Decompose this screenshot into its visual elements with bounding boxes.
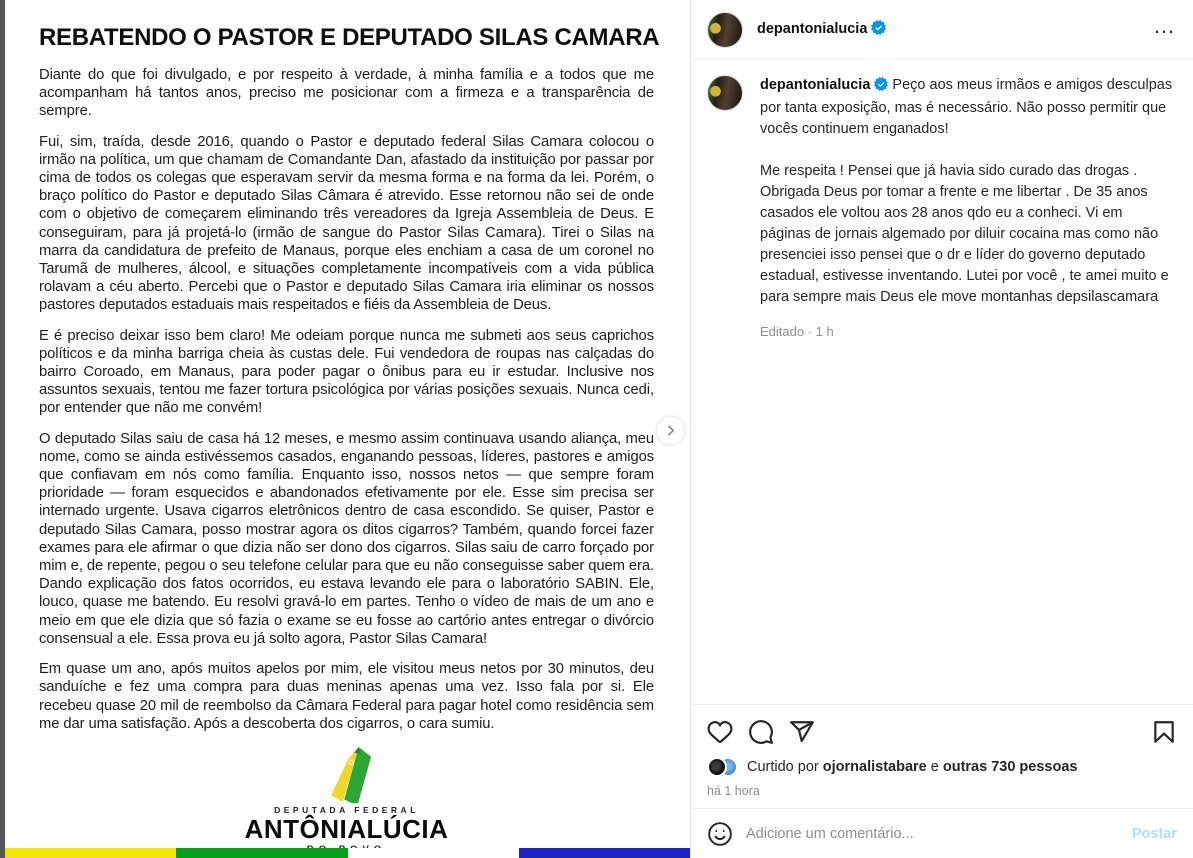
save-button[interactable]	[1151, 719, 1177, 745]
caption-avatar[interactable]	[707, 75, 743, 111]
liked-connector: e	[930, 759, 939, 775]
emoji-button[interactable]	[707, 821, 733, 847]
comment-icon	[748, 719, 774, 745]
chevron-right-icon	[664, 424, 677, 437]
flag-color-stripe	[5, 848, 690, 858]
antonialucia-logo	[39, 745, 654, 855]
action-bar	[707, 711, 1177, 751]
more-options-button[interactable]: …	[1153, 12, 1177, 38]
engagement-section	[691, 704, 1193, 808]
liked-username-link[interactable]: ojornalistabare	[822, 759, 927, 775]
smiley-icon	[707, 821, 733, 847]
share-icon	[789, 719, 815, 745]
caption-paragraph-2: Me respeita ! Pensei que já havia sido curado das drogas . Obrigada Deus por tomar a frente e me libertar . De 35 anos casados ele voltou aos 28 anos qdo eu a conheci. Vi em páginas de jornais algemado por diluir cocaina mas como não presenciei isso pensei que o dr e líder do governo deputado estadual, estivesse inventando. Lutei por você , te amei muito e para sempre mais Deus ele move montanhas depsilascamara	[760, 163, 1169, 305]
document-paragraph: O deputado Silas saiu de casa há 12 meses, e mesmo assim continuava usando aliança, meu nome, como se ainda estivéssemos casados, enganando pessoas, líderes, pastores e amigos que confiavam em nós como família. Enquanto isso, nossos netos — que sempre foram prioridade — foram esquecidos e abandonados efetivamente por ele. Esse sim precisa ser internado urgente. Usava cigarros eletrônicos dentro de casa escondido. Se quiser, Pastor e deputado Silas Camara, posso mostrar agora os ditos cigarros? Também, quando forcei fazer exames para ele afirmar o que dizia não ser dono dos cigarros. Silas saiu de carro forçado por mim e, de repente, pegou o seu telefone celular para que eu não conseguisse saber quem era. Dando explicação dos fatos ocorridos, eu estava levando ele para o laboratório SABIN. Ele, louco, quase me batendo. Eu resolvi gravá-lo em partes. Tenho o vídeo de mais de um ano e meio em que ele dizia que só fazia o exame se eu fosse ao cartório antes entregar o divórcio consensual a ele. Essa prova eu já solto agora, Pastor Silas Camara!	[39, 430, 654, 647]
document-paragraph: Diante do que foi divulgado, e por respeito à verdade, à minha família e a todos que me acompanham há tantos anos, preciso me posicionar com a firmeza e a transparência de sempre.	[39, 67, 654, 120]
liked-prefix: Curtido por	[747, 759, 819, 775]
comment-button[interactable]	[748, 719, 774, 745]
heart-icon	[707, 719, 733, 745]
stripe-yellow	[5, 848, 176, 858]
caption-body	[760, 75, 1177, 342]
document-paragraph: E é preciso deixar isso bem claro! Me odeiam porque nunca me submeti aos seus caprichos políticos e da minha barriga cheia às custas dele. Fui vendedora de roupas nas calçadas do bairro Coroado, em Manaus, para poder pagar o ônibus para eu ir estudar. Inclusive nos assuntos sexuais, tentou me fazer tortura psicológica por várias posições sexuais. Nunca cedi, por entender que não me convém!	[39, 327, 654, 417]
caption-username[interactable]: depantonialucia	[760, 77, 871, 93]
header-username-wrap	[757, 20, 886, 40]
comments-area	[691, 60, 1193, 704]
liker-avatar-1[interactable]	[707, 757, 727, 777]
caption-text	[760, 75, 1177, 140]
post-comment-button[interactable]: Postar	[1131, 825, 1177, 842]
stripe-green	[176, 848, 347, 858]
document-paragraph: Fui, sim, traída, desde 2016, quando o Pastor e deputado federal Silas Camara colocou o irmão na política, um que chamam de Comandante Dan, afastado da instituição por passar por cima de todos os colegas que esperavam servir da mesma forma e na forma da lei. Porém, o braço político do Pastor e deputado Silas Câmara é atrevido. Esse retornou não sei de onde com o objetivo de começarem eliminando três vereadores da Igreja Assembleia de Deus. E conseguiram, para já projetá-lo (irmão de sangue do Pastor Silas Camara). Tirei o Silas na marra da candidatura de prefeito de Manaus, porque eles enchiam a casa de um coronel no Tarumã de mulheres, álcool, e situações completamente incompatíveis com a vida pública rolavam a céu aberto. Percebi que o Pastor e deputado Silas Camara iria eliminar os nossos pastores deputados estaduais mais respeitados e fiéis da Assembleia de Deus.	[39, 133, 654, 314]
header-username[interactable]: depantonialucia	[757, 20, 868, 37]
logo-role-text: DEPUTADA FEDERAL	[274, 804, 419, 815]
liked-by-text	[747, 759, 1077, 775]
share-button[interactable]	[789, 719, 815, 745]
edited-label: Editado · 1 h	[760, 324, 834, 339]
verified-badge-icon	[874, 77, 888, 98]
like-button[interactable]	[707, 719, 733, 745]
logo-name-text: ANTÔNIALÚCIA	[244, 813, 449, 844]
post-header	[691, 0, 1193, 60]
bookmark-icon	[1151, 719, 1177, 745]
stripe-blue	[519, 848, 690, 858]
verified-badge-icon	[871, 20, 886, 40]
previous-slide-edge	[0, 0, 5, 858]
document-title: REBATENDO O PASTOR E DEPUTADO SILAS CAMARA	[39, 24, 660, 51]
comment-composer	[691, 808, 1193, 858]
profile-avatar[interactable]	[707, 12, 743, 48]
document-paragraph: Em quase um ano, após muitos apelos por mim, ele visitou meus netos por 30 minutos, deu sanduíche e fez uma compra para duas meninas apenas uma vez. Isso fala por si. Ele recebeu quase 20 mil de reembolso da Câmara Federal para pagar hotel como residência sem me dar uma satisfação. Após a descoberta dos cigarros, o cara sumiu.	[39, 661, 654, 732]
stripe-white	[348, 848, 519, 858]
caption-block	[707, 75, 1177, 342]
liker-avatars	[707, 757, 738, 777]
post-timestamp: há 1 hora	[707, 784, 760, 798]
post-detail-pane	[690, 0, 1193, 858]
carousel-next-button[interactable]	[657, 417, 684, 444]
comment-input[interactable]	[746, 826, 1119, 842]
caption-paragraph-1: Peço aos meus irmãos e amigos desculpas por tanta exposição, mas é necessário. Não posso permitir que vocês continuem enganados!	[760, 77, 1173, 137]
liked-others-link[interactable]: outras 730 pessoas	[942, 759, 1078, 775]
liked-by-row	[707, 757, 1177, 777]
a-ribbon-icon	[305, 745, 389, 803]
